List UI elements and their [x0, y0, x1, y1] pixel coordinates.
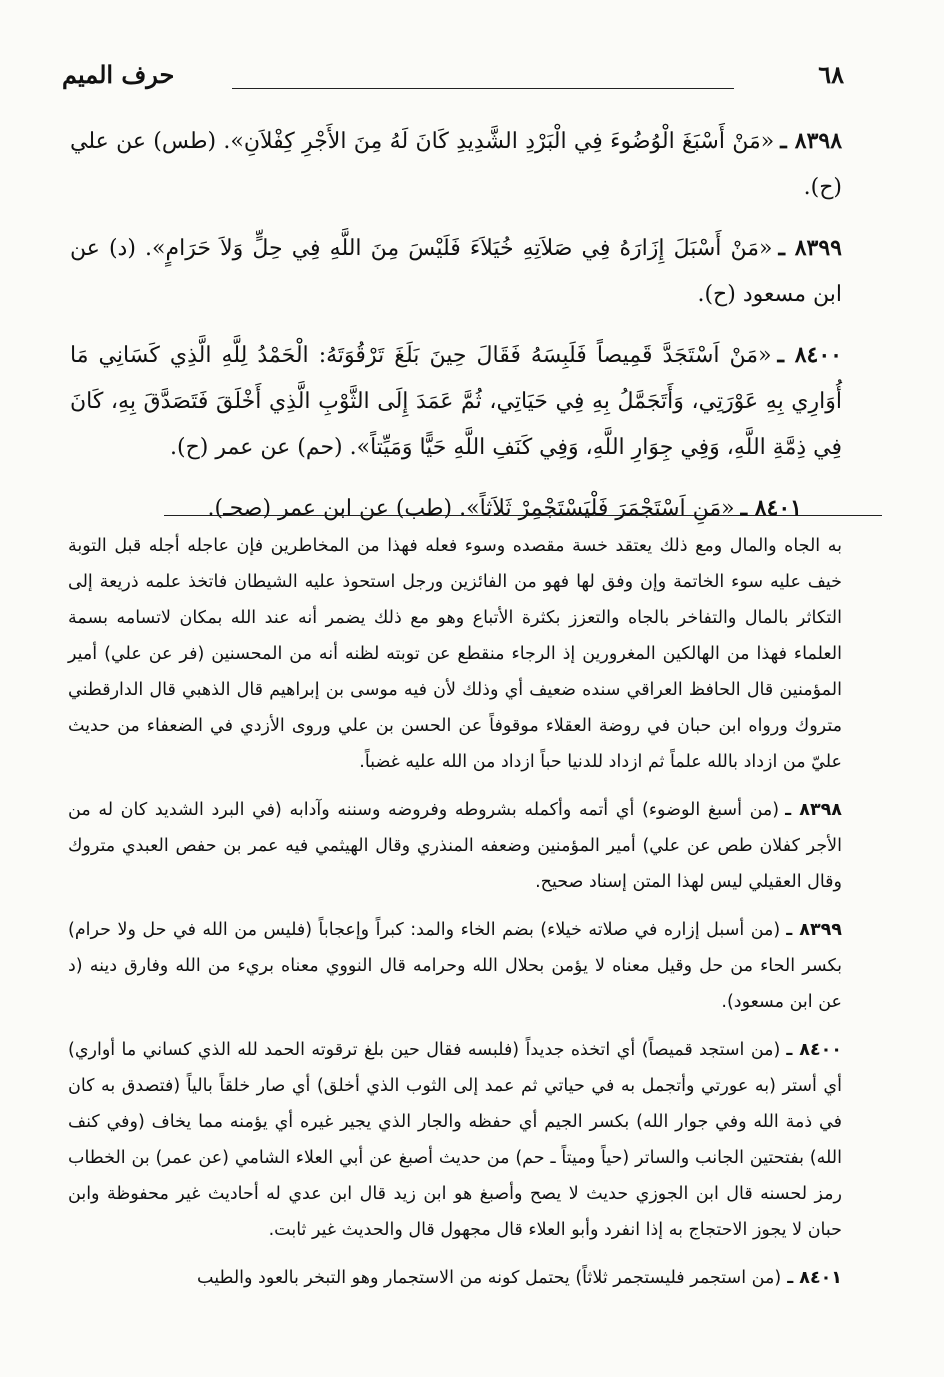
footnote-divider [164, 515, 882, 516]
hadith-8399 [70, 225, 842, 318]
page-number: ٦٨ [818, 60, 844, 89]
commentary-text: (من استجد قميصاً) أي اتخذه جديداً (فلبسه فقال حين بلغ ترقوته الحمد لله الذي كساني ما أواري) أي أستر (به عورتي وأتجمل به في حياتي ثم عمد إلى الثوب الذي أخلق) أي صار خلقاً بالياً (فتصدق به كان في ذمة الله وفي جوار الله) بكسر الجيم أي حفظه والجار الذي يجير غيره أي يؤمنه مما يخاف (وفي كنف الله) بفتحتين الجانب والساتر (حياً وميتاً ـ حم) من حديث أصبغ عن أبي العلاء الشامي (عن عمر) بن الخطاب رمز لحسنه قال ابن الجوزي حديث لا يصح وأصبغ هو ابن زيد قال ابن عدي له أحاديث غير محفوظة وابن حبان لا يجوز الاحتجاج به إذا انفرد وأبو العلاء قال مجهول قال والحديث غير ثابت. [68, 1040, 842, 1240]
hadith-text: «مَنْ أَسْبَلَ إِزَارَهُ فِي صَلاَتِهِ خُيَلاَءَ فَلَيْسَ مِنَ اللَّهِ فِي حِلٍّ وَلاَ حَرَامٍ». (د) عن ابن مسعود (ح). [70, 236, 842, 307]
commentary-number: ٨٤٠٠ ـ [786, 1040, 842, 1060]
hadith-number: ٨٤٠٠ ـ [777, 342, 842, 368]
hadith-8398 [70, 118, 842, 211]
commentary-number: ٨٣٩٨ ـ [785, 800, 842, 820]
commentary-8399 [68, 912, 842, 1020]
hadith-text: «مَنْ أَسْبَغَ الْوُضُوءَ فِي الْبَرْدِ الشَّدِيدِ كَانَ لَهُ مِنَ الأَجْرِ كِفْلاَنِ». (طس) عن علي (ح). [70, 129, 842, 200]
hadith-text: «مَنِ اَسْتَجْمَرَ فَلْيَسْتَجْمِرْ ثَلاَثاً». (طب) عن ابن عمر (صحـ). [207, 496, 735, 521]
hadith-texts [70, 118, 842, 546]
commentary-section [68, 528, 842, 1308]
commentary-8400 [68, 1032, 842, 1248]
commentary-text: (من أسبل إزاره في صلاته خيلاء) بضم الخاء والمد: كبراً وإعجاباً (فليس من الله في حل ولا حرام) بكسر الحاء من حل وقيل معناه لا يؤمن بحلال الله وحرامه قال النووي معناه بريء من الله وفارق دينه (د عن ابن مسعود). [68, 920, 842, 1012]
page-header [62, 58, 844, 98]
commentary-number: ٨٣٩٩ ـ [786, 920, 842, 940]
commentary-text: (من استجمر فليستجمر ثلاثاً) يحتمل كونه من الاستجمار وهو التبخر بالعود والطيب [197, 1268, 782, 1288]
hadith-8401 [70, 485, 842, 532]
header-rule [232, 88, 734, 89]
hadith-text: «مَنْ اَسْتَجَدَّ قَمِيصاً فَلَبِسَهُ فَقَالَ حِينَ بَلَغَ تَرْقُوَتَهُ: الْحَمْدُ لِلَّهِ الَّذِي كَسَانِي مَا أُوَارِي بِهِ عَوْرَتِي، وَأَتَجَمَّلُ بِهِ فِي حَيَاتِي، ثُمَّ عَمَدَ إِلَى الثَّوْبِ الَّذِي أَخْلَقَ فَتَصَدَّقَ بِهِ، كَانَ فِي ذِمَّةِ اللَّهِ، وَفِي جِوَارِ اللَّهِ، وَفِي كَنَفِ اللَّهِ حَيًّا وَمَيِّتاً». (حم) عن عمر (ح). [70, 343, 842, 460]
hadith-number: ٨٣٩٨ ـ [780, 128, 843, 154]
section-title: حرف الميم [62, 60, 175, 89]
hadith-number: ٨٣٩٩ ـ [778, 235, 842, 261]
commentary-text: (من أسبغ الوضوء) أي أتمه وأكمله بشروطه وفروضه وسننه وآدابه (في البرد الشديد كان له من الأجر كفلان طص عن علي) أمير المؤمنين وضعفه المنذري وقال الهيثمي فيه عمر بن حفص العبدي متروك وقال العقيلي ليس لهذا المتن إسناد صحيح. [68, 800, 842, 892]
commentary-8398 [68, 792, 842, 900]
commentary-8401 [68, 1260, 842, 1296]
hadith-8400 [70, 332, 842, 471]
commentary-number: ٨٤٠١ ـ [787, 1268, 842, 1288]
commentary-intro: به الجاه والمال ومع ذلك يعتقد خسة مقصده وسوء فعله فهذا من المخاطرين فإن عاجله أجله قبل التوبة خيف عليه سوء الخاتمة وإن وفق لها فهو من الفائزين ورجل استحوذ عليه الشيطان فاتخذ علمه ذريعة إلى التكاثر بالمال والتفاخر بالجاه والتعزز بكثرة الأتباع وهو مع ذلك يضمر أنه عند الله بمكان لاتسامه بسمة العلماء فهذا من الهالكين المغرورين إذ الرجاء منقطع عن توبته لظنه أنه من المحسنين (فر عن علي) أمير المؤمنين قال الحافظ العراقي سنده ضعيف أي وذلك لأن فيه موسى بن إبراهيم قال الذهبي قال الدارقطني متروك ورواه ابن حبان في روضة العقلاء موقوفاً عن الحسن بن علي وروى الأزدي في الضعفاء من حديث عليّ من ازداد بالله علماً ثم ازداد للدنيا حباً ازداد من الله عليه غضباً. [68, 536, 842, 772]
hadith-number: ٨٤٠١ ـ [740, 495, 802, 521]
